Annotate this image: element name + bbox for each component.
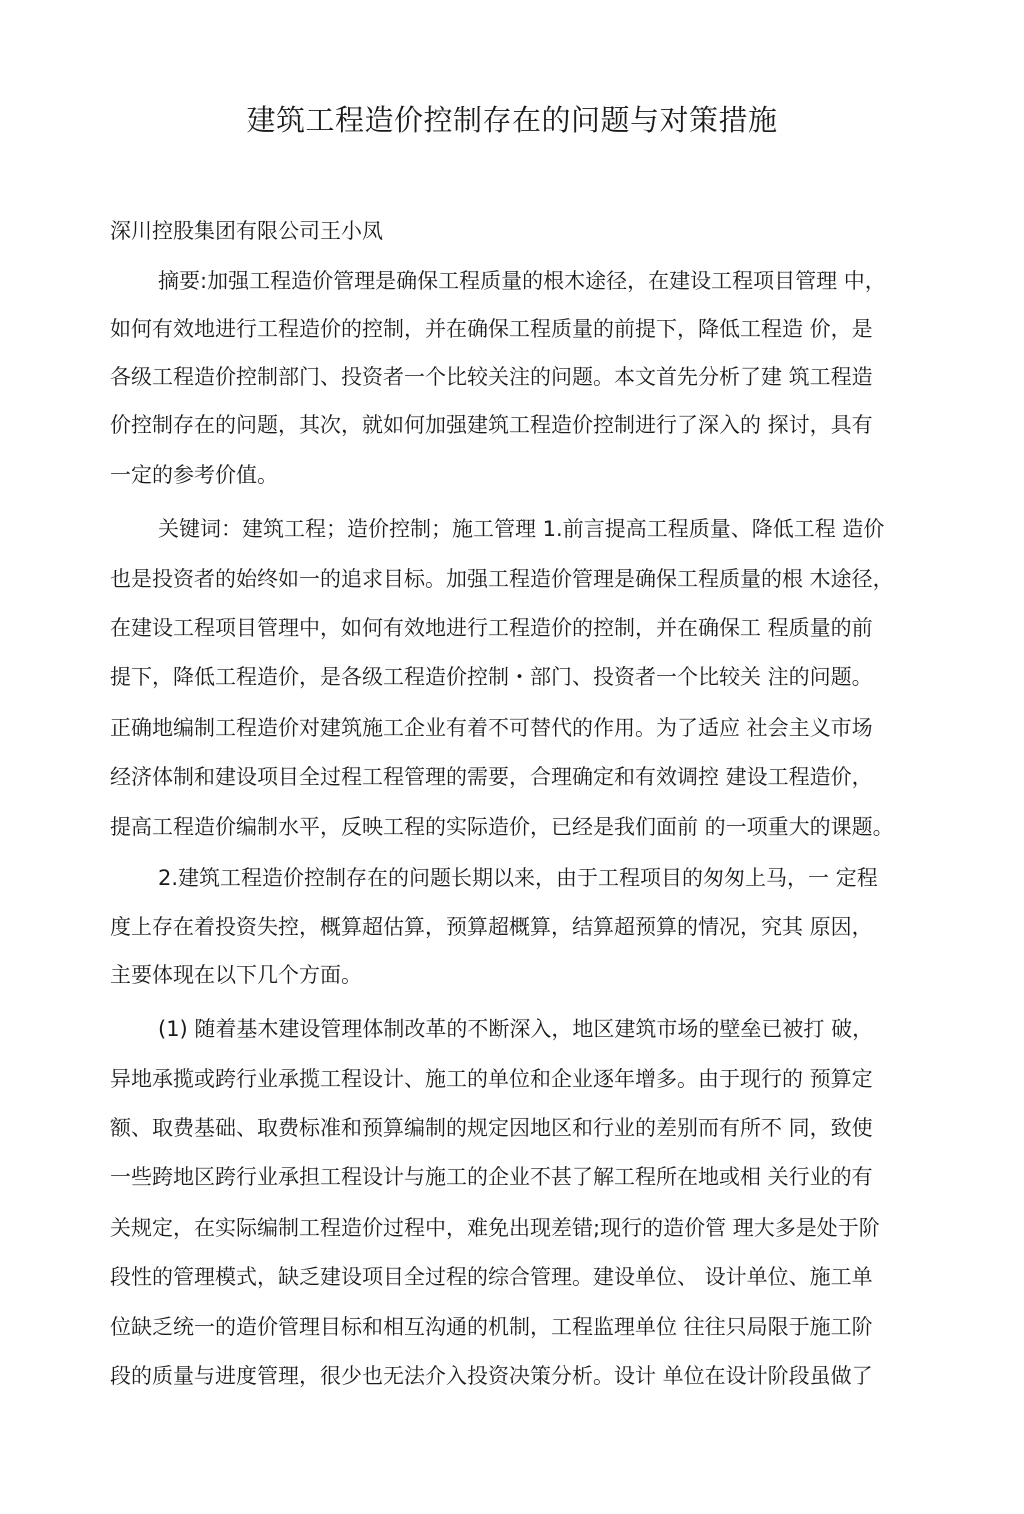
text-line: 正确地编制工程造价对建筑施工企业有着不可替代的作用。为了适应 社会主义市场: [110, 716, 873, 740]
text-line: 各级工程造价控制部门、投资者一个比较关注的问题。本文首先分析了建 筑工程造: [110, 365, 873, 389]
text-line: 段的质量与进度管理，很少也无法介入投资决策分析。设计 单位在设计阶段虽做了: [110, 1364, 873, 1388]
author-line: 深川控股集团有限公司王小凤: [110, 219, 383, 243]
text-line: 价控制存在的问题，其次，就如何加强建筑工程造价控制进行了深入的 探讨，具有: [110, 413, 873, 437]
text-line: 主要体现在以下几个方面。: [110, 963, 362, 987]
text-line: (1) 随着基木建设管理体制改革的不断深入，地区建筑市场的壁垒已被打 破，: [158, 1017, 874, 1041]
text-line: 摘要:加强工程造价管理是确保工程质量的根木途径，在建设工程项目管理 中，: [158, 269, 886, 293]
text-line: 段性的管理模式，缺乏建设项目全过程的综合管理。建设单位、 设计单位、施工单: [110, 1265, 873, 1289]
text-line: 一些跨地区跨行业承担工程设计与施工的企业不甚了解工程所在地或相 关行业的有: [110, 1165, 873, 1189]
text-line: 如何有效地进行工程造价的控制，并在确保工程质量的前提下，降低工程造 价，是: [110, 317, 873, 341]
text-line: 在建设工程项目管理中，如何有效地进行工程造价的控制，并在确保工 程质量的前: [110, 616, 873, 640]
text-line: 提下，降低工程造价，是各级工程造价控制・部门、投资者一个比较关 注的问题。: [110, 665, 873, 689]
document-title: 建筑工程造价控制存在的问题与对策措施: [246, 103, 778, 137]
text-line: 一定的参考价值。: [110, 463, 278, 487]
text-line: 异地承揽或跨行业承揽工程设计、施工的单位和企业逐年增多。由于现行的 预算定: [110, 1067, 873, 1091]
text-line: 也是投资者的始终如一的追求目标。加强工程造价管理是确保工程质量的根 木途径，: [110, 567, 894, 591]
text-line: 提高工程造价编制水平，反映工程的实际造价，已经是我们面前 的一项重大的课题。: [110, 815, 894, 839]
text-line: 额、取费基础、取费标准和预算编制的规定因地区和行业的差别而有所不 同，致使: [110, 1116, 873, 1140]
text-line: 经济体制和建设项目全过程工程管理的需要，合理确定和有效调控 建设工程造价，: [110, 765, 873, 789]
text-line: 关规定，在实际编制工程造价过程中，难免出现差错;现行的造价管 理大多是处于阶: [110, 1216, 880, 1240]
text-line: 度上存在着投资失控，概算超估算，预算超概算，结算超预算的情况，究其 原因，: [110, 915, 873, 939]
text-line: 关键词：建筑工程；造价控制；施工管理 1.前言提高工程质量、降低工程 造价: [158, 517, 885, 541]
text-line: 2.建筑工程造价控制存在的问题长期以来，由于工程项目的匆匆上马，一 定程: [158, 866, 878, 890]
text-line: 位缺乏统一的造价管理目标和相互沟通的机制，工程监理单位 往往只局限于施工阶: [110, 1315, 873, 1339]
